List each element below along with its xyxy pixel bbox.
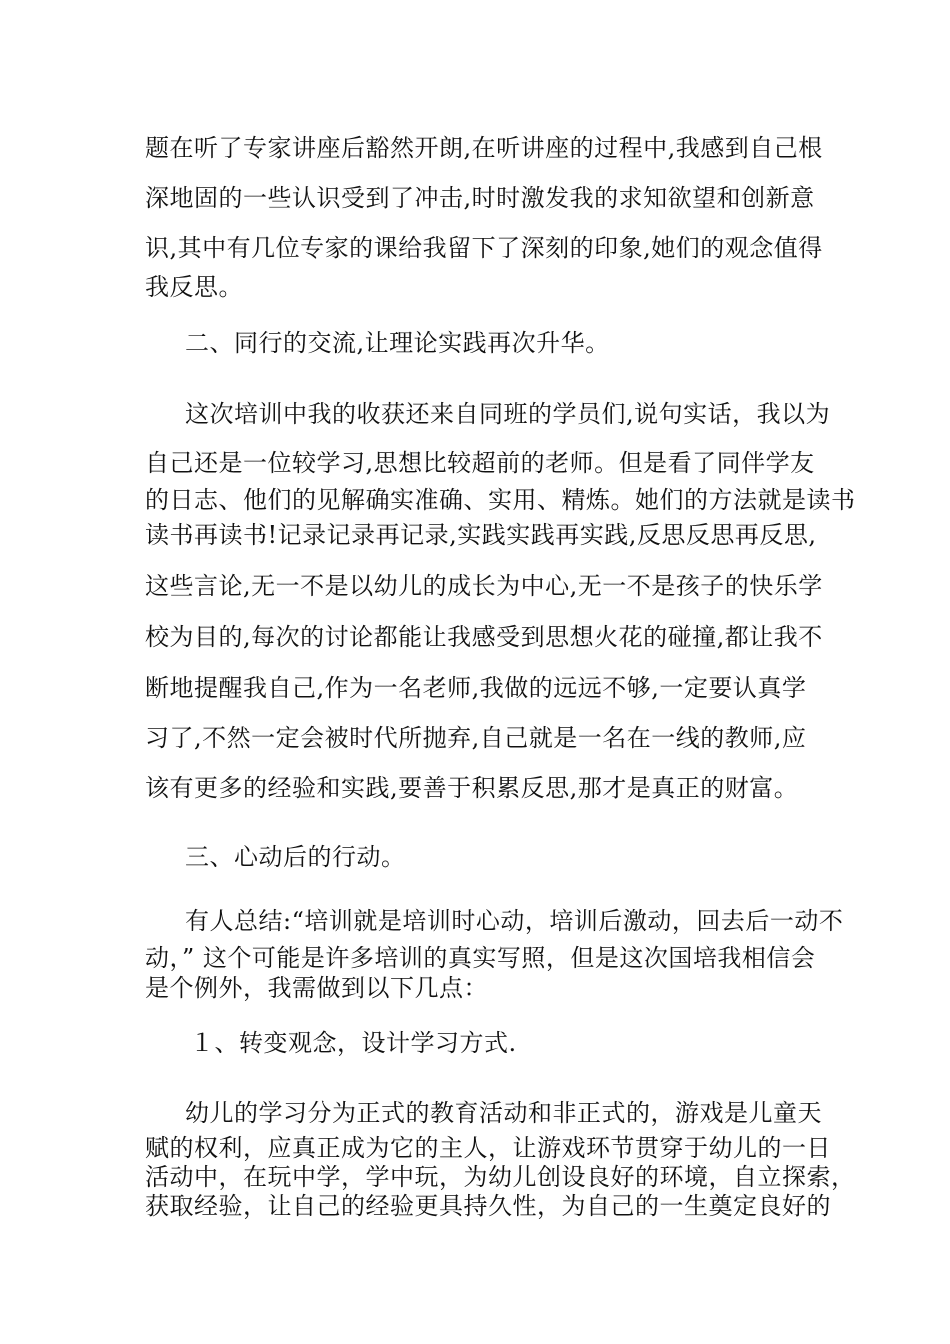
section-heading: 二、同行的交流,让理论实践再次升华。 xyxy=(185,329,610,357)
text-line: 我反思。 xyxy=(145,273,243,301)
text-line: 活动中，在玩中学，学中玩，为幼儿创设良好的环境，自立探索， xyxy=(145,1163,856,1191)
text-line: 有人总结:“培训就是培训时心动，培训后激动，回去后一动不 xyxy=(185,907,844,935)
section-heading: 三、心动后的行动。 xyxy=(185,843,406,871)
text-line: 题在听了专家讲座后豁然开朗,在听讲座的过程中,我感到自己根 xyxy=(145,134,823,162)
text-line: 赋的权利，应真正成为它的主人，让游戏环节贯穿于幼儿的一日 xyxy=(145,1134,831,1162)
text-line: 的日志、他们的见解确实准确、实用、精炼。她们的方法就是读书 xyxy=(145,486,856,514)
text-line: 深地固的一些认识受到了冲击,时时激发我的求知欲望和创新意 xyxy=(145,184,815,212)
text-line: 幼儿的学习分为正式的教育活动和非正式的，游戏是儿童天 xyxy=(185,1099,822,1127)
text-line: 读书再读书!记录记录再记录,实践实践再实践,反思反思再反思, xyxy=(145,521,817,549)
text-line: 这些言论,无一不是以幼儿的成长为中心,无一不是孩子的快乐学 xyxy=(145,572,823,600)
text-line: 动，” 这个可能是许多培训的真实写照，但是这次国培我相信会 xyxy=(145,944,816,972)
text-line: 习了,不然一定会被时代所抛弃,自己就是一名在一线的教师,应 xyxy=(145,724,807,752)
text-line: 是个例外，我需做到以下几点： xyxy=(145,974,488,1002)
text-line: 这次培训中我的收获还来自同班的学员们,说句实话，我以为 xyxy=(185,400,831,428)
text-line: 自己还是一位较学习,思想比较超前的老师。但是看了同伴学友 xyxy=(145,449,815,477)
text-line: 获取经验，让自己的经验更具持久性，为自己的一生奠定良好的 xyxy=(145,1192,831,1220)
text-line: 该有更多的经验和实践,要善于积累反思,那才是真正的财富。 xyxy=(145,774,799,802)
text-line: 校为目的,每次的讨论都能让我感受到思想火花的碰撞,都让我不 xyxy=(145,623,823,651)
numbered-heading: １、转变观念，设计学习方式. xyxy=(190,1029,517,1057)
text-line: 断地提醒我自己,作为一名老师,我做的远远不够,一定要认真学 xyxy=(145,674,807,702)
text-line: 识,其中有几位专家的课给我留下了深刻的印象,她们的观念值得 xyxy=(145,234,823,262)
